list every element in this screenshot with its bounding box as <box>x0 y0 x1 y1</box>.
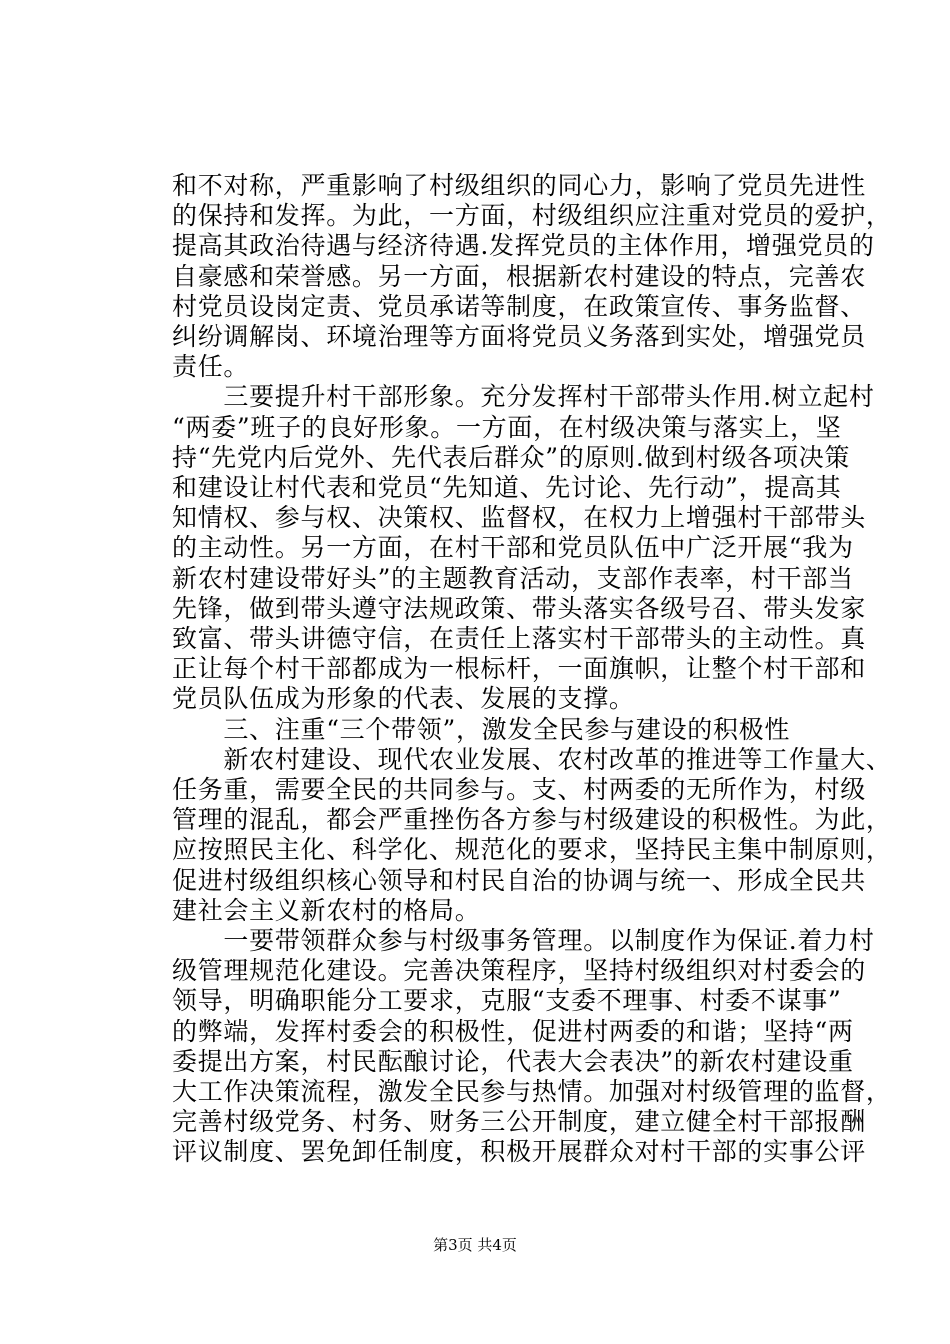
text-line: 知情权、参与权、决策权、监督权，在权力上增强村干部带头 <box>172 503 866 533</box>
text-line: 管理的混乱，都会严重挫伤各方参与村级建设的积极性。为此， <box>172 805 892 835</box>
text-line: 和建设让村代表和党员“先知道、先讨论、先行动”，提高其 <box>172 473 842 502</box>
text-line: 党员队伍成为形象的代表、发展的支撑。 <box>172 684 635 714</box>
text-line: 完善村级党务、村务、财务三公开制度，建立健全村干部报酬 <box>172 1107 866 1137</box>
text-line: 大工作决策流程，激发全民参与热情。加强对村级管理的监督， <box>172 1077 892 1106</box>
text-line: 致富、带头讲德守信，在责任上落实村干部带头的主动性。真 <box>172 624 866 653</box>
text-line: 三、注重“三个带领”，激发全民参与建设的积极性 <box>172 714 791 744</box>
page-footer: 第3页 共4页 <box>433 1236 517 1254</box>
text-line: 纠纷调解岗、环境治理等方面将党员义务落到实处，增强党员 <box>172 322 866 351</box>
text-line: 级管理规范化建设。完善决策程序，坚持村级组织对村委会的 <box>172 956 866 986</box>
text-line: “两委”班子的良好形象。一方面，在村级决策与落实上，坚 <box>172 412 842 442</box>
text-line: 任务重，需要全民的共同参与。支、村两委的无所作为，村级 <box>172 775 866 804</box>
text-line: 提高其政治待遇与经济待遇.发挥党员的主体作用，增强党员的 <box>172 231 875 261</box>
text-line: 责任。 <box>172 352 250 382</box>
text-line: 的弊端，发挥村委会的积极性，促进村两委的和谐；坚持“两 <box>172 1016 854 1046</box>
text-line: 正让每个村干部都成为一根标杆，一面旗帜，让整个村干部和 <box>172 654 866 684</box>
text-line: 村党员设岗定责、党员承诺等制度，在政策宣传、事务监督、 <box>172 291 866 321</box>
text-line: 建社会主义新农村的格局。 <box>172 895 481 925</box>
text-line: 先锋，做到带头遵守法规政策、带头落实各级号召、带头发家 <box>172 593 866 623</box>
text-line: 持“先党内后党外、先代表后群众”的原则.做到村级各项决策 <box>172 442 851 472</box>
text-line: 新农村建设、现代农业发展、农村改革的推进等工作量大、 <box>172 744 892 774</box>
text-line: 委提出方案，村民酝酿讨论，代表大会表决”的新农村建设重 <box>172 1046 854 1076</box>
text-line: 的主动性。另一方面，在村干部和党员队伍中广泛开展“我为 <box>172 533 854 563</box>
text-line: 和不对称，严重影响了村级组织的同心力，影响了党员先进性 <box>172 171 866 200</box>
text-line: 新农村建设带好头”的主题教育活动，支部作表率，村干部当 <box>172 563 854 593</box>
text-line: 领导，明确职能分工要求，克服“支委不理事、村委不谋事” <box>172 986 842 1016</box>
text-line: 评议制度、罢免卸任制度，积极开展群众对村干部的实事公评 <box>172 1137 866 1167</box>
text-line: 促进村级组织核心领导和村民自治的协调与统一、形成全民共 <box>172 865 866 895</box>
text-line: 一要带领群众参与村级事务管理。以制度作为保证.着力村 <box>172 926 875 955</box>
text-line: 三要提升村干部形象。充分发挥村干部带头作用.树立起村 <box>172 382 875 412</box>
text-line: 应按照民主化、科学化、规范化的要求，坚持民主集中制原则， <box>172 835 892 865</box>
text-line: 自豪感和荣誉感。另一方面，根据新农村建设的特点，完善农 <box>172 261 866 291</box>
text-line: 的保持和发挥。为此，一方面，村级组织应注重对党员的爱护， <box>172 201 892 231</box>
